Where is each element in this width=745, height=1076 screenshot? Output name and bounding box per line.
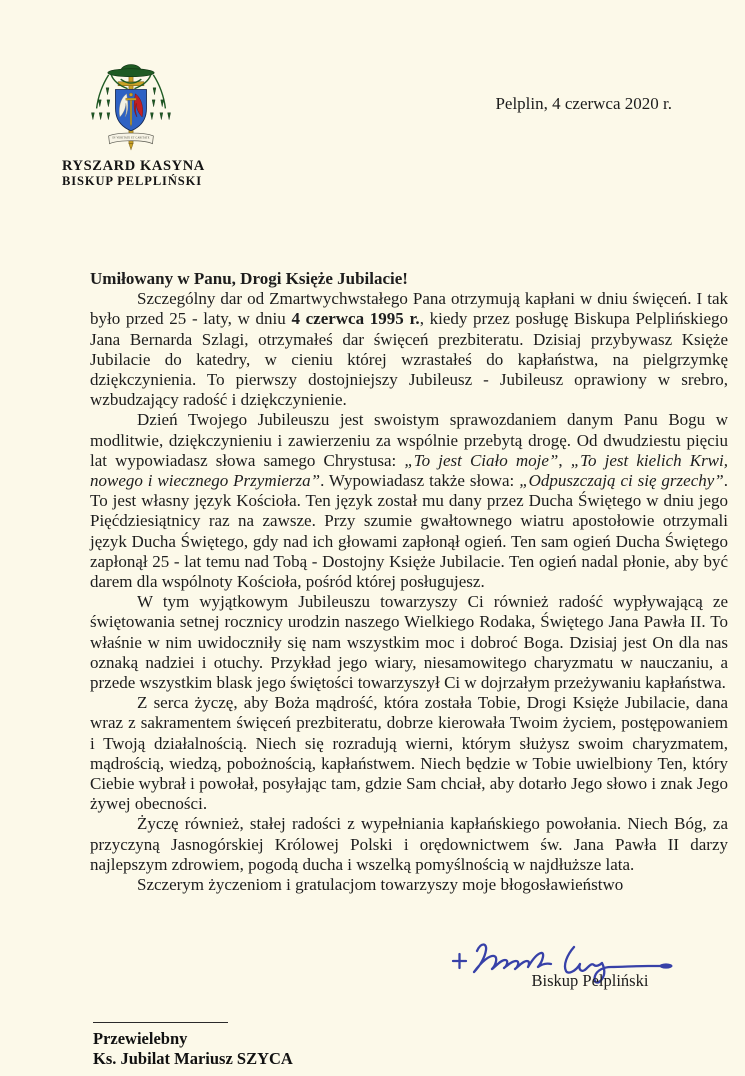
paragraph-segment: Z serca życzę, aby Boża mądrość, która została Tobie, Drogi Księże Jubilacie, dana wraz z sakramentem święceń prezbiteratu, dobrze kierowała Twoim życiem, postępowaniem i Twoją działalnością. Niech się rozradują wierni, którym służysz swoim charyzmatem, mądrością, wiedzą, pobożnością, kapłaństwem. Niech będzie w Tobie uwielbiony Ten, który Ciebie wybrał i powołał, posyłając tam, gdzie Sam chciał, aby dotarło Jego słowo i znak Jego żywej obecności. [90, 693, 728, 814]
letter-paragraph [90, 814, 728, 875]
addressee-block [93, 1022, 293, 1068]
letter-paragraph [90, 289, 728, 410]
paragraph-segment: Szczerym życzeniom i gratulacjom towarzyszy moje błogosławieństwo [137, 875, 624, 895]
sender-block [62, 158, 205, 189]
bishop-coat-of-arms-icon [88, 60, 174, 162]
crest-tassels-right [150, 88, 170, 120]
paragraph-segment: Dzień Twojego Jubileuszu jest swoistym sprawozdaniem danym Panu Bogu w modlitwie, dziękczynieniu i zawierzeniu za wspólnie przebytą drogę. Od dwudziestu pięciu lat wypowiadasz słowa samego Chrystusa: [90, 410, 728, 470]
letter-paragraph [90, 693, 728, 814]
crest-motto-text: IN VERITATE ET CARITATE [112, 136, 150, 140]
paragraph-segment: . To jest własny język Kościoła. Ten język został mu dany przez Ducha Świętego w dniu jego Pięćdziesiątnicy raz na zawsze. Przy szumie gwałtownego wiatru apostołowie otrzymali język Ducha Świętego, gdy nad ich głowami zapłonął ogień. Ten sam ogień Ducha Świętego zapłonął 25 - lat temu nad Tobą - Dostojny Księże Jubilacie. Ten ogień nadal płonie, aby być darem dla wspólnoty Kościoła, pośród której posługujesz. [90, 471, 728, 592]
paragraph-segment: . Wypowiadasz także słowa: [320, 471, 520, 491]
sender-name: RYSZARD KASYNA [62, 158, 205, 174]
paragraph-segment: Szczególny dar od Zmartwychwstałego Pana otrzymują kapłani w dniu święceń. I tak było przed 25 - laty, w dniu [90, 289, 728, 329]
paragraph-segment: „Odpuszczają ci się grzechy” [519, 471, 724, 491]
salutation: Umiłowany w Panu, Drogi Księże Jubilacie! [90, 269, 408, 288]
paragraph-segment: W tym wyjątkowym Jubileuszu towarzyszy Ci również radość wypływającą ze świętowania setnej rocznicy urodzin naszego Wielkiego Rodaka, Świętego Jana Pawła II. To właśnie w nim uwidoczniły się nam wszystkim moc i dobroć Boga. Dzisiaj jest On dla nas oznaką nadziei i otuchy. Przykład jego wiary, niesamowitego charyzmatu w nauczaniu, a przede wszystkim blask jego świętości towarzyszył Ci w dojrzałym przeżywaniu kapłaństwa. [90, 592, 728, 693]
paragraph-segment: , [558, 450, 571, 470]
paragraph-segment: „To jest kielich Krwi, nowego i wiecznego Przymierza” [90, 450, 728, 491]
letter-paragraph [90, 592, 728, 693]
signature-role: Biskup Pelpliński [531, 971, 649, 990]
date-line: Pelplin, 4 czerwca 2020 r. [495, 94, 672, 113]
crest-shield [116, 90, 147, 131]
paragraph-segment: 4 czerwca 1995 r. [291, 309, 420, 329]
letter-paragraph [90, 875, 728, 895]
paragraph-segment: „To jest Ciało moje” [404, 450, 559, 470]
paragraph-segment: , kiedy przez posługę Biskupa Pelplińskiego Jana Bernarda Szlagi, otrzymałeś dar święceń prezbiteratu. Dzisiaj przybywasz Księże Jubilacie do katedry, w cieniu której wzrastałeś do kapłaństwa, na pielgrzymkę dziękczynienia. To pierwszy dostojniejszy Jubileusz - Jubileusz oprawiony w srebro, wzbudzający radość i dziękczynienie. [90, 309, 728, 410]
addressee-line-2: Ks. Jubilat Mariusz SZYCA [93, 1048, 293, 1068]
crest-galero [108, 65, 154, 77]
letter-body [90, 269, 728, 895]
sender-title: BISKUP PELPLIŃSKI [62, 174, 202, 188]
addressee-line-1: Przewielebny [93, 1029, 188, 1048]
addressee-rule [93, 1022, 228, 1023]
paragraph-segment: Życzę również, stałej radości z wypełniania kapłańskiego powołania. Niech Bóg, za przyczyną Jasnogórskiej Królowej Polski i orędownictwem św. Jana Pawła II darzy najlepszym zdrowiem, pogodą ducha i wszelką pomyślnością w najdłuższe lata. [90, 814, 728, 874]
letter-paragraph [90, 410, 728, 592]
